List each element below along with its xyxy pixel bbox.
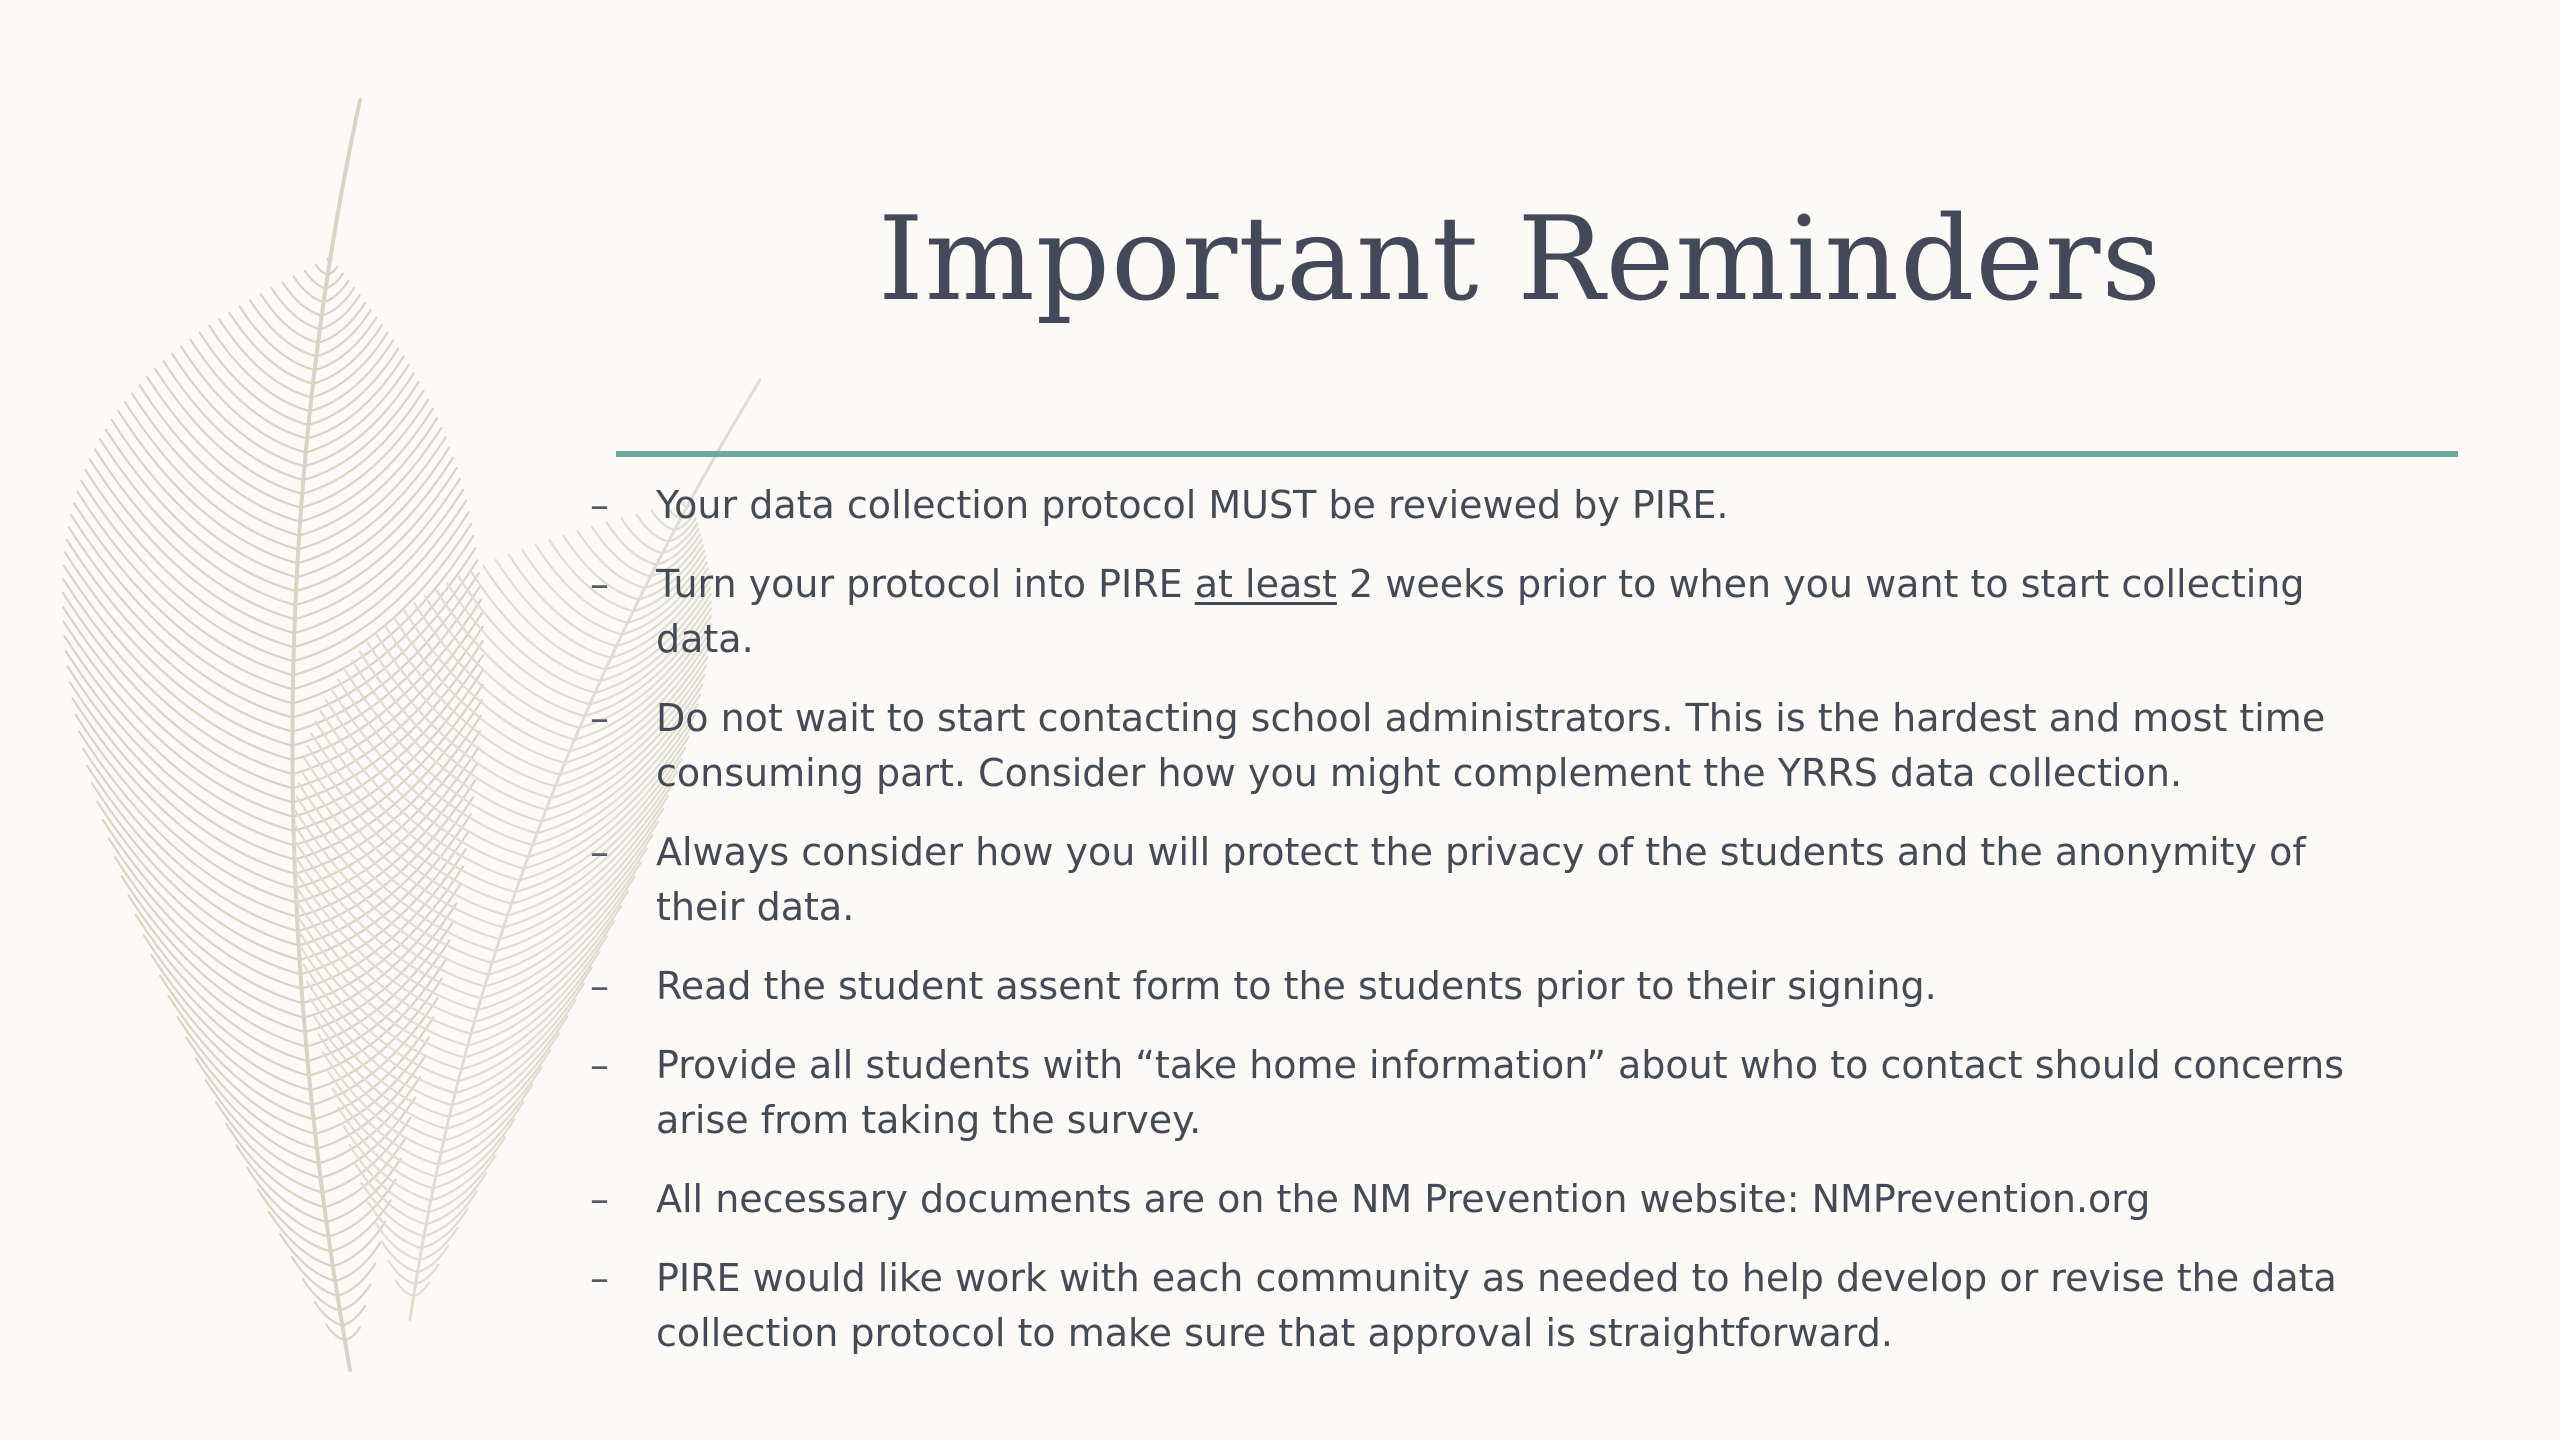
bullet-text: All necessary documents are on the NM Prevention website: NMPrevention.org [656,1177,2151,1221]
bullet-dash: – [590,1177,609,1221]
bullet-text-underlined: at least [1194,562,1337,606]
reminder-list [590,478,2390,1385]
bullet-dash: – [590,696,609,740]
bullet-dash: – [590,964,609,1008]
bullet-dash: – [590,1256,609,1300]
bullet-text: Your data collection protocol MUST be reviewed by PIRE. [656,483,1729,527]
bullet-text: Always consider how you will protect the privacy of the students and the anonymity of their data. [656,830,2306,929]
bullet-text-after: 2 weeks prior to when you want to start collecting data. [656,562,2305,661]
bullet-text: Do not wait to start contacting school administrators. This is the hardest and most time consuming part. Consider how you might complement the YRRS data collection. [656,696,2326,795]
list-item [590,1038,2390,1148]
bullet-text: Read the student assent form to the students prior to their signing. [656,964,1937,1008]
bullet-text: Provide all students with “take home information” about who to contact should concerns arise from taking the survey. [656,1043,2345,1142]
list-item [590,1172,2390,1227]
list-item [590,959,2390,1014]
bullet-text: PIRE would like work with each community as needed to help develop or revise the data collection protocol to make sure that approval is straightforward. [656,1256,2337,1355]
list-item [590,478,2390,533]
slide-title: Important Reminders [877,192,2162,327]
bullet-dash: – [590,1043,609,1087]
bullet-dash: – [590,562,609,606]
title-divider [616,451,2458,457]
list-item [590,1251,2390,1361]
bullet-dash: – [590,483,609,527]
bullet-text-before: Turn your protocol into PIRE [656,562,1195,606]
bullet-dash: – [590,830,609,874]
list-item [590,557,2390,667]
list-item [590,825,2390,935]
list-item [590,691,2390,801]
